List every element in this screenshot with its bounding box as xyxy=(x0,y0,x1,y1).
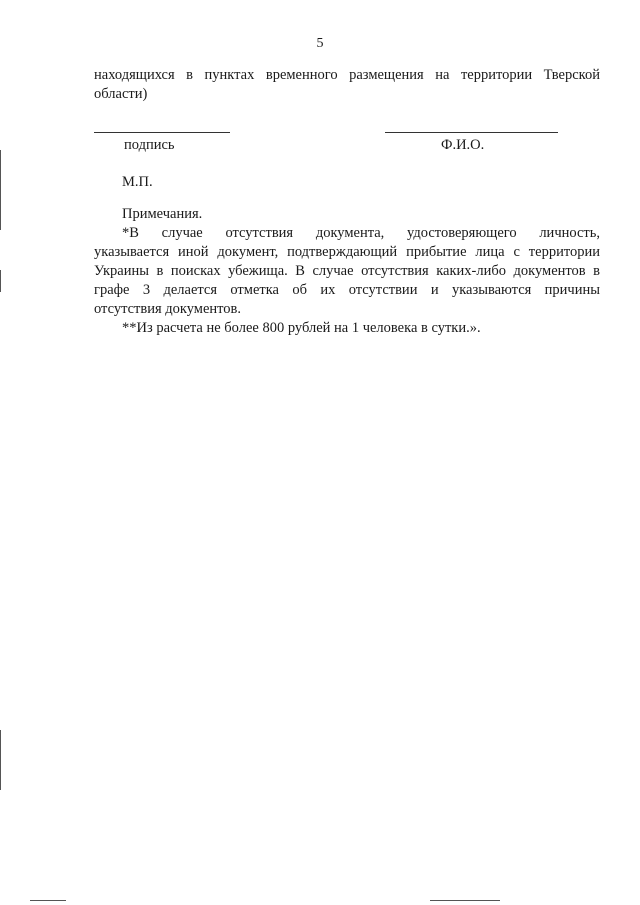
scan-edge-mark xyxy=(0,730,1,790)
notes-heading: Примечания. xyxy=(122,206,203,222)
name-label: Ф.И.О. xyxy=(441,137,485,153)
stamp-placeholder: М.П. xyxy=(122,174,153,190)
intro-line-1: находящихся в пунктах временного размещения на территории Тверской xyxy=(94,67,600,83)
scan-edge-mark xyxy=(0,150,1,230)
scan-edge-mark xyxy=(0,270,1,292)
intro-paragraph xyxy=(94,66,600,104)
note-1-line-1: *В случае отсутствия документа, удостоверяющего личность, xyxy=(122,225,600,241)
intro-line-2: области) xyxy=(94,86,148,102)
signature-line xyxy=(94,132,230,133)
note-2: **Из расчета не более 800 рублей на 1 человека в сутки.». xyxy=(122,320,481,336)
note-1-line-3: Украины в поисках убежища. В случае отсутствия каких-либо документов в xyxy=(94,263,600,279)
scan-edge-mark xyxy=(430,900,500,901)
note-1-line-4: графе 3 делается отметка об их отсутствии и указываются причины xyxy=(94,282,600,298)
note-1-line-2: указывается иной документ, подтверждающий прибытие лица с территории xyxy=(94,244,600,260)
name-line xyxy=(385,132,558,133)
page-number: 5 xyxy=(316,36,324,51)
notes-section xyxy=(94,205,600,338)
note-1-line-5: отсутствия документов. xyxy=(94,301,242,317)
signature-label: подпись xyxy=(124,137,175,153)
scan-edge-mark xyxy=(30,900,66,901)
